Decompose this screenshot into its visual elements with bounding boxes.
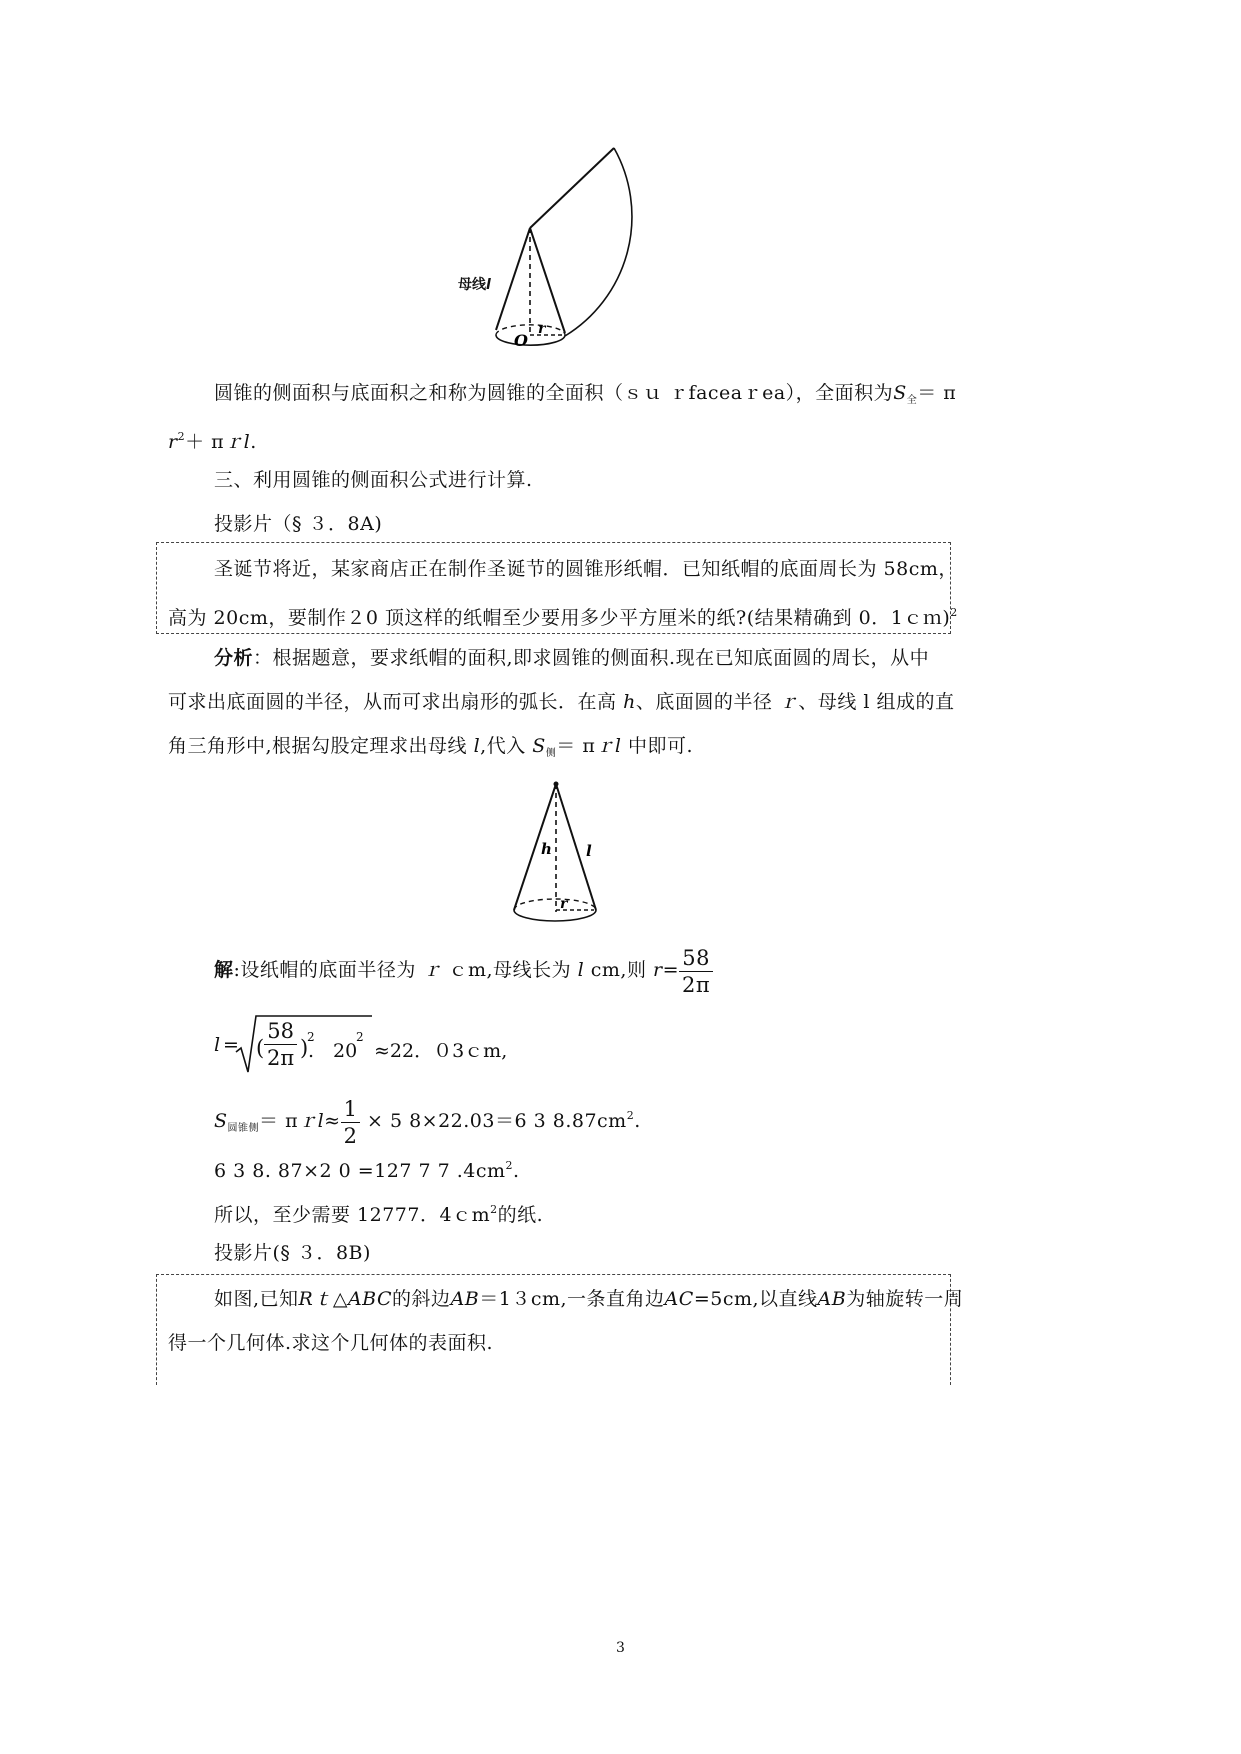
sol3-pi: ＝ π [259, 1110, 299, 1132]
para1-text: 圆锥的侧面积与底面积之和称为圆锥的全面积（ｓｕ ｒfaceaｒea），全面积为 [214, 382, 894, 404]
para1-line2 [168, 424, 257, 455]
root-tail-exp: 2 [356, 1030, 364, 1044]
generatrix-l: l [486, 277, 491, 293]
symbol-r: r [168, 431, 178, 453]
analysis-label: 分析 [214, 647, 254, 669]
sol-eq: = [662, 959, 680, 981]
analysis-text1: ：根据题意，要求纸帽的面积,即求圆锥的侧面积.现在已知底面圆的周长，从中 [253, 647, 930, 669]
symbol-s2: S [532, 735, 546, 757]
boxb-rt: Rｔ△ABC [298, 1288, 393, 1310]
solution-text1c: cm,则 [590, 959, 647, 981]
box-b-line1 [214, 1286, 963, 1312]
solution-line5 [214, 1197, 543, 1228]
slide-a-label: 投影片（§ ３．8A) [214, 513, 383, 535]
sol5-text: 所以，至少需要 12777．4ｃm [214, 1204, 491, 1226]
boxb-text1c: ＝1３cm,一条直角边 [479, 1288, 665, 1310]
period: . [250, 431, 257, 453]
sol5-sup: 2 [490, 1203, 498, 1216]
sol4-sup: 2 [505, 1159, 514, 1172]
label-r: r [538, 321, 546, 337]
root-exp: 2 [307, 1030, 315, 1044]
boxb-text1e: 为轴旋转一周 [846, 1288, 964, 1310]
frac1-den: 2π [682, 972, 711, 997]
label-r2: r [560, 896, 568, 912]
solution-text1a: :设纸帽的底面半径为 [233, 959, 416, 981]
symbol-h: h [623, 691, 636, 713]
analysis-text3b: ,代入 [480, 735, 526, 757]
label-o: O [514, 331, 528, 350]
cone-figure [508, 770, 608, 930]
sol3-rl: ｒl [298, 1110, 325, 1132]
page-number: 3 [616, 1640, 625, 1656]
solution-line2 [214, 1010, 814, 1080]
root-den: 2π [267, 1046, 295, 1070]
frac1-num: 58 [679, 945, 713, 972]
boxb-text1b: 的斜边 [392, 1288, 451, 1310]
sol-symbol-r: ｒ [422, 959, 442, 981]
boxb-ac: AC [664, 1288, 694, 1310]
box-a-line1: 圣诞节将近，某家商店正在制作圣诞节的圆锥形纸帽．已知纸帽的底面周长为 58cm， [214, 558, 958, 580]
box-a-sup: 2 [950, 606, 958, 619]
label-l: l [586, 842, 592, 860]
pi-text: ＝ π [917, 382, 957, 404]
analysis-line2 [168, 689, 955, 715]
sol3-sub: 圆锥侧 [227, 1123, 260, 1134]
sol5-end: 的纸. [497, 1204, 544, 1226]
sector-radius-line [530, 148, 614, 228]
analysis-text3a: 角三角形中,根据勾股定理求出母线 [168, 735, 468, 757]
solution-line4 [214, 1153, 520, 1184]
symbol-rl2: ｒl [595, 735, 622, 757]
boxb-ab: AB [450, 1288, 480, 1310]
root-num: 58 [264, 1018, 297, 1045]
symbol-l: l [473, 735, 481, 757]
cone2-base-back [514, 899, 596, 910]
frac2-num: 1 [341, 1096, 361, 1123]
analysis-pi: ＝ π [556, 735, 596, 757]
box-a-line2 [168, 600, 958, 631]
boxb-text1a: 如图,已知 [214, 1288, 299, 1310]
cone-right-slant [530, 228, 565, 333]
sol3-end: . [634, 1110, 641, 1132]
solution-line3 [214, 1088, 641, 1157]
sol3-sup: 2 [626, 1109, 635, 1122]
sol3-approx: ≈ [324, 1110, 341, 1132]
fraction-1-2 [341, 1096, 361, 1149]
box-a-text2: 高为 20cm，要制作２0 顶这样的纸帽至少要用多少平方厘米的纸?(结果精确到 0．1ｃｍ) [168, 607, 951, 629]
fraction-root [264, 1018, 297, 1071]
boxb-text1d: =5cm,以直线 [693, 1288, 818, 1310]
generatrix-text: 母线 [458, 277, 486, 293]
sol3-symbol-s: S [214, 1110, 228, 1132]
fraction-58-2pi [679, 945, 713, 998]
paren-close: ) [300, 1036, 309, 1060]
analysis-line1 [214, 645, 929, 671]
sol2-symbol-l: l [214, 1034, 221, 1056]
paren-open: ( [256, 1036, 265, 1060]
box-b-line2: 得一个几何体.求这个几何体的表面积. [168, 1332, 494, 1354]
symbol-s: S [893, 382, 907, 404]
sub-full: 全 [906, 395, 918, 406]
analysis-text3d: 中即可. [627, 735, 693, 757]
para1-line1 [214, 380, 956, 414]
slide-b-label: 投影片(§ ３．8B) [214, 1242, 371, 1264]
root-result: ≈22．０3ｃm, [374, 1040, 508, 1062]
analysis-text2a: 可求出底面圆的半径，从而可求出扇形的弧长．在高 [168, 691, 617, 713]
cone-left-slant [496, 228, 530, 330]
analysis-line3 [168, 733, 693, 767]
analysis-text2c: 、母线 l 组成的直 [798, 691, 955, 713]
analysis-text2b: 、底面圆的半径 [635, 691, 773, 713]
solution-text1b: ｃm,母线长为 [448, 959, 572, 981]
generatrix-label [458, 274, 491, 294]
sol3-tail: × 5 8×22.03＝6 3 8.87cm [366, 1110, 627, 1132]
frac2-den: 2 [343, 1123, 358, 1148]
root-tail: . 20 [308, 1040, 358, 1062]
solution-line1 [214, 942, 713, 998]
heading-3: 三、利用圆锥的侧面积公式进行计算. [214, 469, 533, 491]
boxb-ab2: AB [817, 1288, 847, 1310]
sol4-text: 6 3 8. 87×2 0 =127 7 7 .4cm [214, 1160, 506, 1182]
solution-label: 解 [214, 959, 234, 981]
base-ellipse-front [496, 335, 565, 345]
symbol-rl: ｒl [224, 431, 251, 453]
cone-sector-figure [490, 140, 720, 365]
sector-arc [565, 148, 632, 336]
sol4-end: . [513, 1160, 520, 1182]
sol-symbol-l: l [577, 959, 585, 981]
sup-2: 2 [177, 430, 186, 443]
symbol-r2: ｒ [778, 691, 799, 713]
sub-side: 侧 [545, 748, 557, 759]
label-h: h [541, 840, 552, 858]
sol-symbol-r2: r [653, 959, 663, 981]
plus-pi: ＋ π [185, 431, 225, 453]
sol2-eq: = [223, 1034, 239, 1056]
cone2-base-front [514, 910, 596, 921]
